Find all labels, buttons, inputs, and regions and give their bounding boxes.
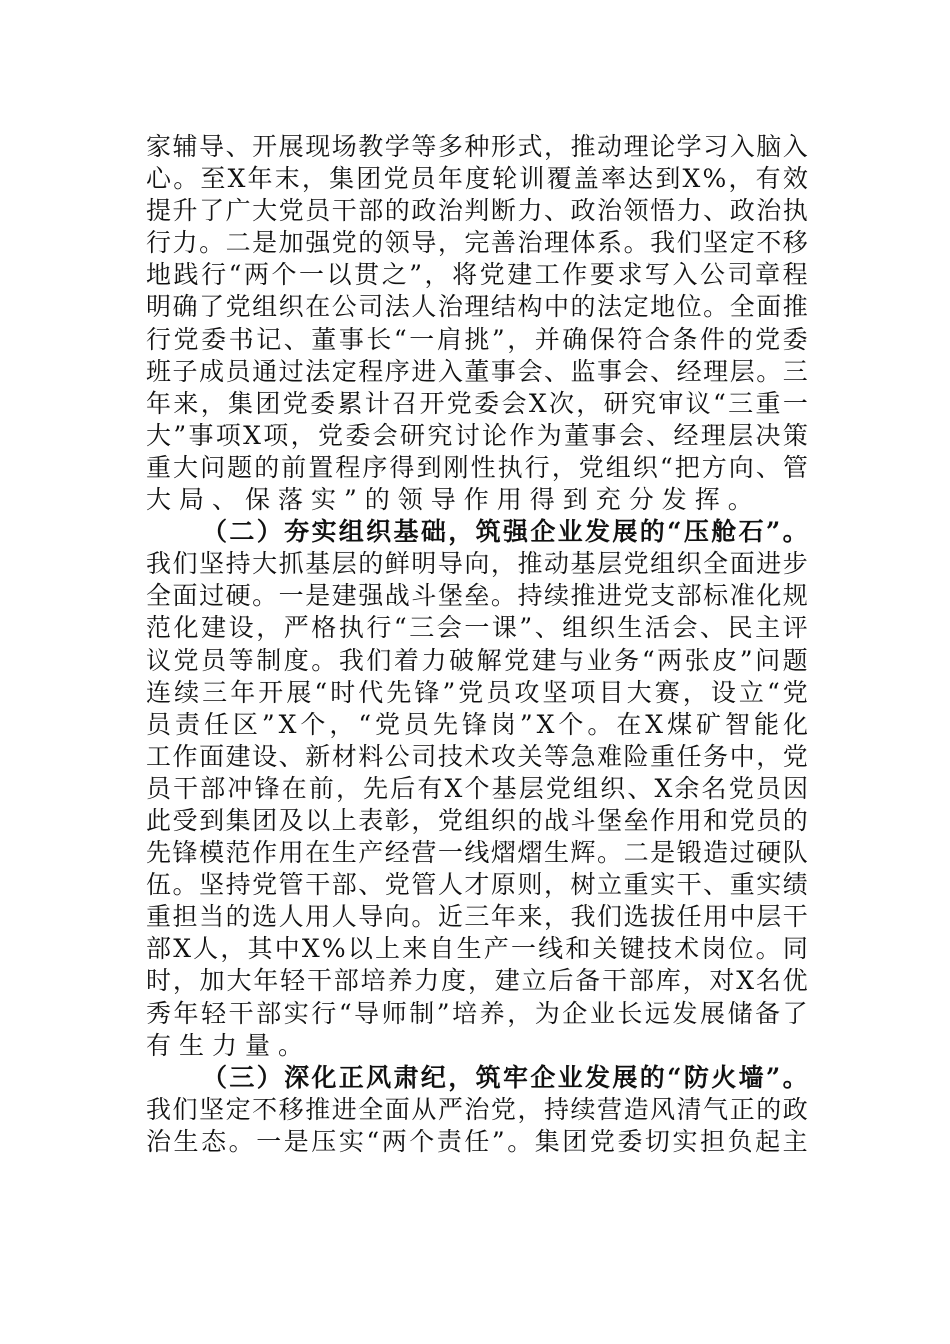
text-line: 员 责 任 区 ” X 个 ， “ 党 员 先 锋 岗 ” X 个 。 在 X 煤 矿 智 能 化 [146, 709, 808, 739]
text-line: 部 X 人 ， 其 中 X % 以 上 来 自 生 产 一 线 和 关 键 技 术 岗 位 。 同 [146, 934, 808, 964]
section-heading [146, 1062, 808, 1094]
text-line: （ 二 ） 夯 实 组 织 基 础 ， 筑 强 企 业 发 展 的 “ 压 舱 石 ” 。 [202, 517, 808, 547]
body-paragraph [146, 548, 808, 1062]
text-line: 地 践 行 “ 两 个 一 以 贯 之 ” ， 将 党 建 工 作 要 求 写 入 公 司 章 程 [146, 260, 808, 290]
text-line: 心 。 至 X 年 末 ， 集 团 党 员 年 度 轮 训 覆 盖 率 达 到 X % ， 有 效 [146, 164, 808, 194]
text-line: 先 锋 模 范 作 用 在 生 产 经 营 一 线 熠 熠 生 辉 。 二 是 锻 造 过 硬 队 [146, 838, 808, 868]
text-line: 秀 年 轻 干 部 实 行 “ 导 师 制 ” 培 养 ， 为 企 业 长 远 发 展 储 备 了 [146, 998, 808, 1028]
text-line: 重 担 当 的 选 人 用 人 导 向 。 近 三 年 来 ， 我 们 选 拔 任 用 中 层 干 [146, 902, 808, 932]
body-paragraph [146, 1094, 808, 1158]
text-line: 大局、保落实”的领导作用得到充分发挥。 [146, 485, 761, 515]
document-page [146, 131, 808, 1158]
text-line: 员 干 部 冲 锋 在 前 ， 先 后 有 X 个 基 层 党 组 织 、 X 余 名 党 员 因 [146, 773, 808, 803]
text-line: 我 们 坚 定 不 移 推 进 全 面 从 严 治 党 ， 持 续 营 造 风 清 气 正 的 政 [146, 1094, 808, 1124]
text-line: 家 辅 导 、 开 展 现 场 教 学 等 多 种 形 式 ， 推 动 理 论 学 习 入 脑 入 [146, 132, 808, 161]
text-line: 范 化 建 设 ， 严 格 执 行 “ 三 会 一 课 ” 、 组 织 生 活 会 、 民 主 评 [146, 613, 808, 643]
text-line: 重 大 问 题 的 前 置 程 序 得 到 刚 性 执 行 ， 党 组 织 “ 把 方 向 、 管 [146, 452, 808, 482]
text-line: （ 三 ） 深 化 正 风 肃 纪 ， 筑 牢 企 业 发 展 的 “ 防 火 墙 ” 。 [202, 1062, 808, 1092]
text-line: 时 ， 加 大 年 轻 干 部 培 养 力 度 ， 建 立 后 备 干 部 库 ， 对 X 名 优 [146, 966, 808, 996]
text-line: 连 续 三 年 开 展 “ 时 代 先 锋 ” 党 员 攻 坚 项 目 大 赛 ， 设 立 “ 党 [146, 677, 808, 707]
text-line: 工 作 面 建 设 、 新 材 料 公 司 技 术 攻 关 等 急 难 险 重 任 务 中 ， 党 [146, 741, 808, 771]
text-line: 年 来 ， 集 团 党 委 累 计 召 开 党 委 会 X 次 ， 研 究 审 议 “ 三 重 一 [146, 388, 808, 418]
text-line: 我 们 坚 持 大 抓 基 层 的 鲜 明 导 向 ， 推 动 基 层 党 组 织 全 面 进 步 [146, 549, 808, 579]
text-line: 治 生 态 。 一 是 压 实 “ 两 个 责 任 ” 。 集 团 党 委 切 实 担 负 起 主 [146, 1126, 808, 1156]
text-line: 提 升 了 广 大 党 员 干 部 的 政 治 判 断 力 、 政 治 领 悟 力 、 政 治 执 [146, 196, 808, 226]
text-line: 班 子 成 员 通 过 法 定 程 序 进 入 董 事 会 、 监 事 会 、 经 理 层 。 三 [146, 356, 808, 386]
text-line: 明 确 了 党 组 织 在 公 司 法 人 治 理 结 构 中 的 法 定 地 位 。 全 面 推 [146, 292, 808, 322]
text-line: 此 受 到 集 团 及 以 上 表 彰 ， 党 组 织 的 战 斗 堡 垒 作 用 和 党 员 的 [146, 805, 808, 835]
text-line: 行 力 。 二 是 加 强 党 的 领 导 ， 完 善 治 理 体 系 。 我 们 坚 定 不 移 [146, 228, 808, 258]
text-line: 议 党 员 等 制 度 。 我 们 着 力 破 解 党 建 与 业 务 “ 两 张 皮 ” 问 题 [146, 645, 808, 675]
body-paragraph [146, 131, 808, 516]
section-heading [146, 516, 808, 548]
text-line: 行 党 委 书 记 、 董 事 长 “ 一 肩 挑 ” ， 并 确 保 符 合 条 件 的 党 委 [146, 324, 808, 354]
text-line: 大 ” 事 项 X 项 ， 党 委 会 研 究 讨 论 作 为 董 事 会 、 经 理 层 决 策 [146, 420, 808, 450]
text-line: 伍 。 坚 持 党 管 干 部 、 党 管 人 才 原 则 ， 树 立 重 实 干 、 重 实 绩 [146, 870, 808, 900]
text-line: 有生力量。 [146, 1030, 312, 1060]
text-line: 全 面 过 硬 。 一 是 建 强 战 斗 堡 垒 。 持 续 推 进 党 支 部 标 准 化 规 [146, 581, 808, 611]
